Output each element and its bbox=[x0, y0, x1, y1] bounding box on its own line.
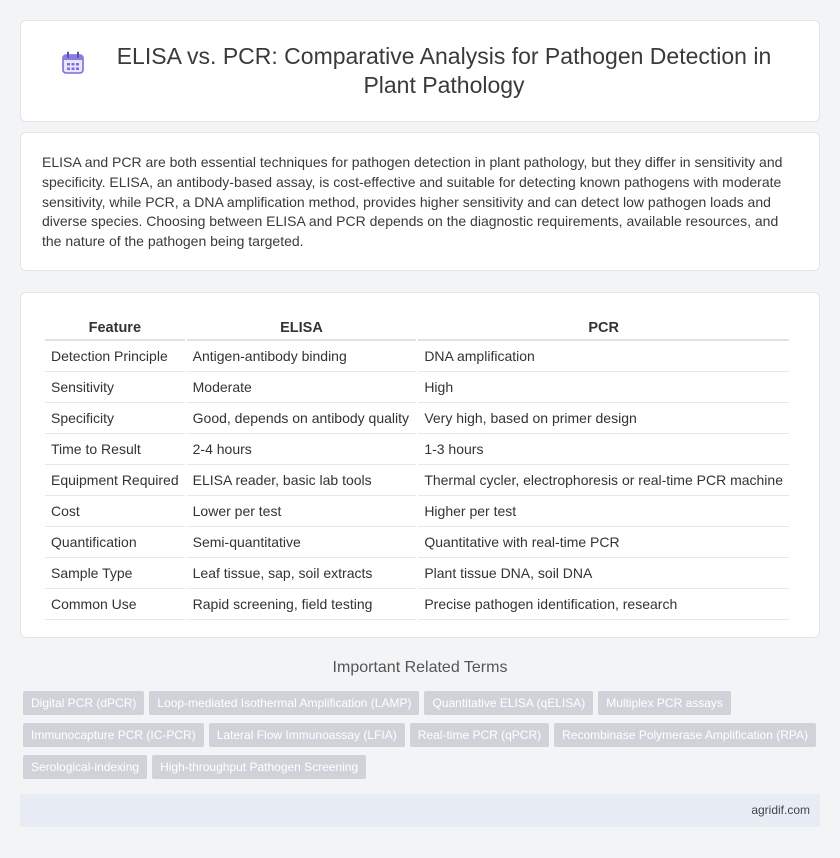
related-term-tag[interactable]: Digital PCR (dPCR) bbox=[23, 691, 144, 715]
cell-feature: Sample Type bbox=[45, 558, 185, 589]
cell-pcr: Precise pathogen identification, research bbox=[418, 589, 789, 620]
related-term-tag[interactable]: Loop-mediated Isothermal Amplification (LAMP) bbox=[149, 691, 419, 715]
related-term-tag[interactable]: Quantitative ELISA (qELISA) bbox=[424, 691, 593, 715]
comparison-table-card bbox=[20, 292, 820, 638]
cell-pcr: Plant tissue DNA, soil DNA bbox=[418, 558, 789, 589]
cell-elisa: Semi-quantitative bbox=[187, 527, 417, 558]
table-row bbox=[45, 403, 789, 434]
cell-elisa: Lower per test bbox=[187, 496, 417, 527]
cell-elisa: 2-4 hours bbox=[187, 434, 417, 465]
table-row bbox=[45, 465, 789, 496]
cell-pcr: Quantitative with real-time PCR bbox=[418, 527, 789, 558]
related-terms-title: Important Related Terms bbox=[332, 659, 508, 676]
cell-feature: Specificity bbox=[45, 403, 185, 434]
related-term-tag[interactable]: High-throughput Pathogen Screening bbox=[152, 755, 366, 779]
related-term-tag[interactable]: Serological-indexing bbox=[23, 755, 147, 779]
cell-pcr: DNA amplification bbox=[418, 341, 789, 372]
comparison-table bbox=[43, 315, 791, 620]
cell-pcr: High bbox=[418, 372, 789, 403]
footer-site-link[interactable]: agridif.com bbox=[751, 803, 810, 817]
cell-pcr: Higher per test bbox=[418, 496, 789, 527]
cell-elisa: Rapid screening, field testing bbox=[187, 589, 417, 620]
cell-feature: Time to Result bbox=[45, 434, 185, 465]
table-row bbox=[45, 496, 789, 527]
cell-feature: Cost bbox=[45, 496, 185, 527]
title-row bbox=[60, 42, 780, 100]
footer bbox=[20, 794, 820, 827]
related-terms-list bbox=[23, 691, 823, 787]
intro-paragraph: ELISA and PCR are both essential techniques for pathogen detection in plant pathology, but they differ in sensitivity and specificity. ELISA, an antibody-based assay, is cost-effective and suitable for detecting known pathogens with moderate sensitivity, while PCR, a DNA amplification method, provides higher sensitivity and can detect low pathogen loads and diverse species. Choosing between ELISA and PCR depends on the diagnostic requirements, available resources, and the nature of the pathogen being targeted. bbox=[42, 154, 783, 250]
column-header-elisa: ELISA bbox=[187, 315, 417, 341]
related-term-tag[interactable]: Immunocapture PCR (IC-PCR) bbox=[23, 723, 204, 747]
cell-feature: Detection Principle bbox=[45, 341, 185, 372]
table-row bbox=[45, 558, 789, 589]
table-body bbox=[45, 341, 789, 620]
table-header-row bbox=[45, 315, 789, 341]
cell-feature: Common Use bbox=[45, 589, 185, 620]
cell-elisa: ELISA reader, basic lab tools bbox=[187, 465, 417, 496]
column-header-pcr: PCR bbox=[418, 315, 789, 341]
cell-elisa: Good, depends on antibody quality bbox=[187, 403, 417, 434]
related-term-tag[interactable]: Recombinase Polymerase Amplification (RPA) bbox=[554, 723, 816, 747]
cell-elisa: Leaf tissue, sap, soil extracts bbox=[187, 558, 417, 589]
header-card bbox=[20, 20, 820, 122]
page-title: ELISA vs. PCR: Comparative Analysis for Pathogen Detection in Plant Pathology bbox=[116, 43, 772, 98]
related-term-tag[interactable]: Lateral Flow Immunoassay (LFIA) bbox=[209, 723, 405, 747]
table-row bbox=[45, 589, 789, 620]
cell-feature: Quantification bbox=[45, 527, 185, 558]
intro-card bbox=[20, 132, 820, 271]
cell-feature: Equipment Required bbox=[45, 465, 185, 496]
cell-feature: Sensitivity bbox=[45, 372, 185, 403]
cell-elisa: Moderate bbox=[187, 372, 417, 403]
calendar-icon bbox=[60, 50, 86, 76]
table-row bbox=[45, 527, 789, 558]
related-term-tag[interactable]: Real-time PCR (qPCR) bbox=[410, 723, 549, 747]
table-row bbox=[45, 372, 789, 403]
table-row bbox=[45, 434, 789, 465]
cell-pcr: 1-3 hours bbox=[418, 434, 789, 465]
column-header-feature: Feature bbox=[45, 315, 185, 341]
cell-pcr: Thermal cycler, electrophoresis or real-time PCR machine bbox=[418, 465, 789, 496]
cell-pcr: Very high, based on primer design bbox=[418, 403, 789, 434]
related-term-tag[interactable]: Multiplex PCR assays bbox=[598, 691, 731, 715]
table-row bbox=[45, 341, 789, 372]
cell-elisa: Antigen-antibody binding bbox=[187, 341, 417, 372]
